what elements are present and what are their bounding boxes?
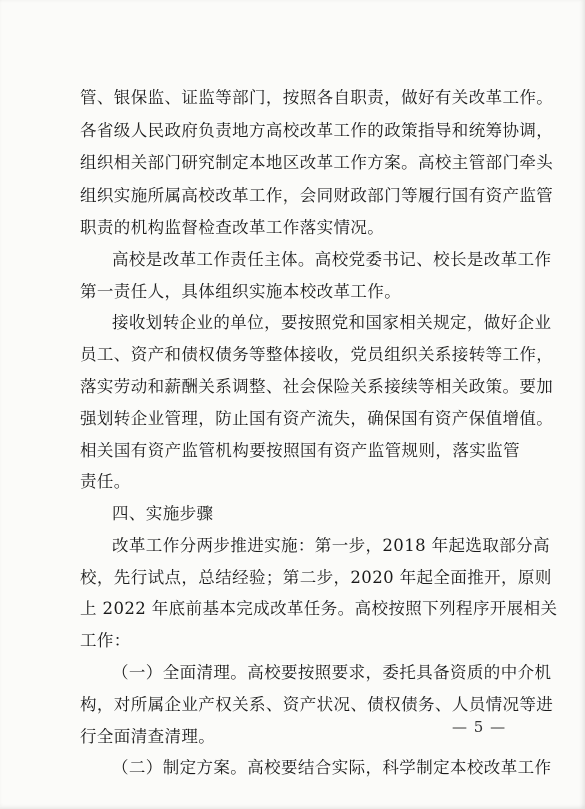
text-line: 强划转企业管理，防止国有资产流失，确保国有资产保值增值。 bbox=[80, 409, 554, 428]
text-line: 上 2022 年底前基本完成改革任务。高校按照下列程序开展相关 bbox=[80, 599, 558, 618]
text-line: （一）全面清理。高校要按照要求，委托具备资质的中介机 bbox=[112, 663, 552, 682]
text-line: 落实劳动和薪酬关系调整、社会保险关系接续等相关政策。要加 bbox=[80, 377, 554, 396]
text-line: 相关国有资产监管机构要按照国有资产监管规则，落实监管 bbox=[80, 441, 520, 460]
text-line: （二）制定方案。高校要结合实际，科学制定本校改革工作 bbox=[112, 758, 552, 777]
text-line: 行全面清查清理。 bbox=[80, 727, 216, 746]
text-line: 校，先行试点，总结经验；第二步，2020 年起全面推开，原则 bbox=[80, 568, 552, 587]
text-line: 各省级人民政府负责地方高校改革工作的政策指导和统筹协调， bbox=[80, 121, 554, 140]
page-number: — 5 — bbox=[452, 718, 507, 736]
text-line: 责任。 bbox=[80, 472, 131, 491]
text-line: 接收划转企业的单位，要按照党和国家相关规定，做好企业 bbox=[112, 313, 552, 332]
text-line: 员工、资产和债权债务等整体接收，党员组织关系接转等工作， bbox=[80, 345, 554, 364]
text-line: 高校是改革工作责任主体。高校党委书记、校长是改革工作 bbox=[112, 250, 552, 269]
text-line: 职责的机构监督检查改革工作落实情况。 bbox=[80, 218, 385, 237]
text-line: 管、银保监、证监等部门，按照各自职责，做好有关改革工作。 bbox=[80, 88, 554, 107]
text-line: 构，对所属企业产权关系、资产状况、债权债务、人员情况等进 bbox=[80, 695, 554, 714]
text-line: 组织相关部门研究制定本地区改革工作方案。高校主管部门牵头 bbox=[80, 153, 554, 172]
text-line: 第一责任人，具体组织实施本校改革工作。 bbox=[80, 282, 402, 301]
section-heading: 四、实施步骤 bbox=[112, 504, 214, 523]
text-line: 改革工作分两步推进实施：第一步，2018 年起选取部分高 bbox=[112, 536, 550, 555]
text-line: 组织实施所属高校改革工作，会同财政部门等履行国有资产监管 bbox=[80, 186, 554, 205]
text-line: 工作： bbox=[80, 631, 131, 650]
